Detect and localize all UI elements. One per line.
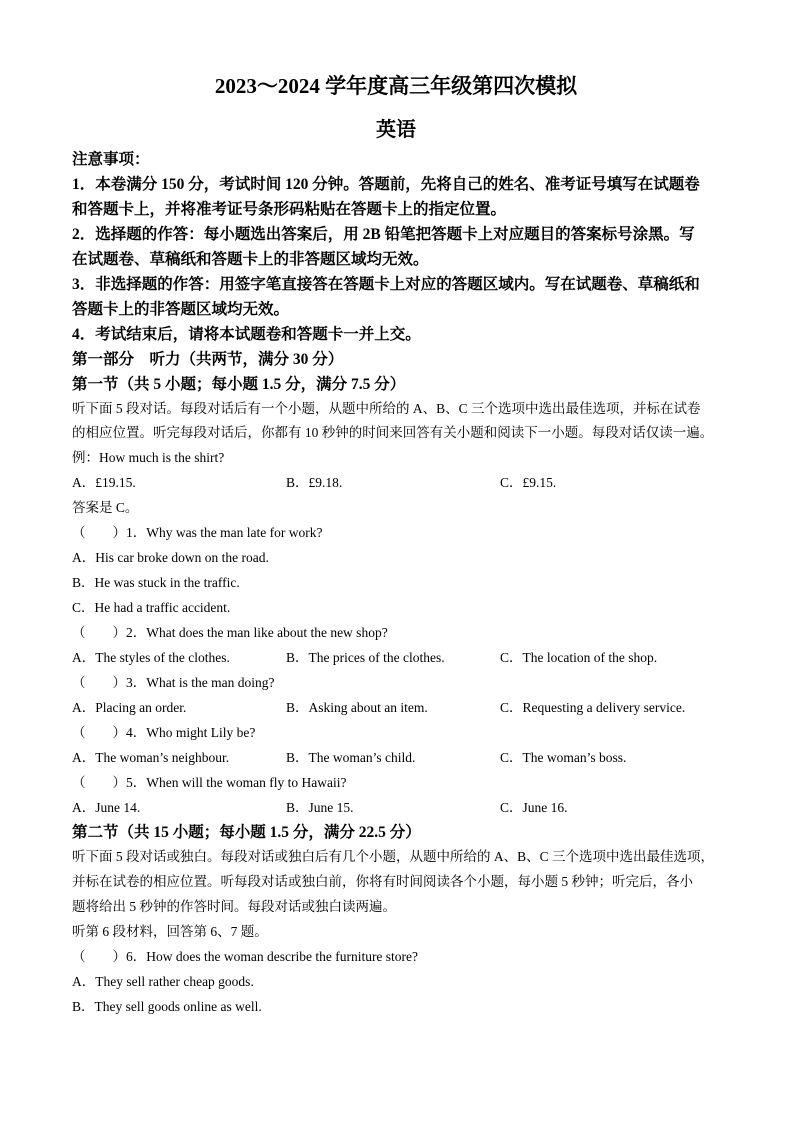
question-5-option-c: C．June 16. bbox=[500, 800, 568, 815]
example-answer: 答案是 C。 bbox=[72, 500, 139, 515]
notice-line: 答题卡上的非答题区域均无效。 bbox=[72, 301, 290, 318]
question-4-option-c: C．The woman’s boss. bbox=[500, 750, 627, 765]
example-option-a: A．£19.15. bbox=[72, 475, 136, 490]
section2-instructions: 题将给出 5 秒钟的作答时间。每段对话或独白读两遍。 bbox=[72, 899, 396, 914]
question-2-option-a: A．The styles of the clothes. bbox=[72, 650, 230, 665]
part1-heading: 第一部分 听力（共两节，满分 30 分） bbox=[72, 351, 344, 368]
question-6: （ ）6．How does the woman describe the furniture store? bbox=[72, 949, 419, 964]
question-1-option-a: A．His car broke down on the road. bbox=[72, 550, 269, 565]
section2-heading: 第二节（共 15 小题；每小题 1.5 分，满分 22.5 分） bbox=[72, 824, 421, 841]
question-2-option-c: C．The location of the shop. bbox=[500, 650, 658, 665]
example-option-c: C．£9.15. bbox=[500, 475, 557, 490]
question-3-option-a: A．Placing an order. bbox=[72, 700, 187, 715]
question-1-option-c: C．He had a traffic accident. bbox=[72, 600, 231, 615]
notice-line: 和答题卡上，并将准考证号条形码粘贴在答题卡上的指定位置。 bbox=[72, 201, 507, 218]
section1-instructions: 的相应位置。听完每段对话后，你都有 10 秒钟的时间来回答有关小题和阅读下一小题。每段对话仅读一遍。 bbox=[72, 425, 714, 440]
question-6-option-a: A．They sell rather cheap goods. bbox=[72, 974, 254, 989]
section2-instructions: 并标在试卷的相应位置。听每段对话或独白前，你将有时间阅读各个小题，每小题 5 秒钟；听完后，各小 bbox=[72, 874, 693, 889]
notice-line: 2．选择题的作答：每小题选出答案后，用 2B 铅笔把答题卡上对应题目的答案标号涂黑。写 bbox=[72, 226, 695, 243]
material-6-label: 听第 6 段材料，回答第 6、7 题。 bbox=[72, 924, 268, 939]
notice-line: 在试题卷、草稿纸和答题卡上的非答题区域均无效。 bbox=[72, 251, 429, 268]
question-4-option-b: B．The woman’s child. bbox=[286, 750, 416, 765]
subject-title: 英语 bbox=[376, 119, 416, 141]
notice-line: 4．考试结束后，请将本试题卷和答题卡一并上交。 bbox=[72, 326, 421, 343]
notice-heading: 注意事项： bbox=[72, 151, 150, 168]
question-4-option-a: A．The woman’s neighbour. bbox=[72, 750, 230, 765]
question-2: （ ）2．What does the man like about the new shop? bbox=[72, 625, 388, 640]
section2-instructions: 听下面 5 段对话或独白。每段对话或独白后有几个小题，从题中所给的 A、B、C 三个选项中选出最佳选项， bbox=[72, 849, 715, 864]
notice-line: 1．本卷满分 150 分，考试时间 120 分钟。答题前，先将自己的姓名、准考证号填写在试题卷 bbox=[72, 176, 700, 193]
notice-line: 3．非选择题的作答：用签字笔直接答在答题卡上对应的答题区域内。写在试题卷、草稿纸和 bbox=[72, 276, 700, 293]
question-6-option-b: B．They sell goods online as well. bbox=[72, 999, 262, 1014]
example-option-b: B．£9.18. bbox=[286, 475, 343, 490]
section1-heading: 第一节（共 5 小题；每小题 1.5 分，满分 7.5 分） bbox=[72, 376, 406, 393]
exam-title: 2023～2024 学年度高三年级第四次模拟 bbox=[214, 74, 578, 98]
question-5-option-b: B．June 15. bbox=[286, 800, 354, 815]
example-question: 例：How much is the shirt? bbox=[72, 450, 225, 465]
question-3: （ ）3．What is the man doing? bbox=[72, 675, 275, 690]
question-1-option-b: B．He was stuck in the traffic. bbox=[72, 575, 240, 590]
question-5: （ ）5．When will the woman fly to Hawaii? bbox=[72, 775, 347, 790]
question-1: （ ）1．Why was the man late for work? bbox=[72, 525, 323, 540]
question-4: （ ）4．Who might Lily be? bbox=[72, 725, 256, 740]
question-3-option-b: B．Asking about an item. bbox=[286, 700, 428, 715]
question-2-option-b: B．The prices of the clothes. bbox=[286, 650, 445, 665]
section1-instructions: 听下面 5 段对话。每段对话后有一个小题，从题中所给的 A、B、C 三个选项中选出最佳选项，并标在试卷 bbox=[72, 401, 701, 416]
question-3-option-c: C．Requesting a delivery service. bbox=[500, 700, 686, 715]
question-5-option-a: A．June 14. bbox=[72, 800, 141, 815]
